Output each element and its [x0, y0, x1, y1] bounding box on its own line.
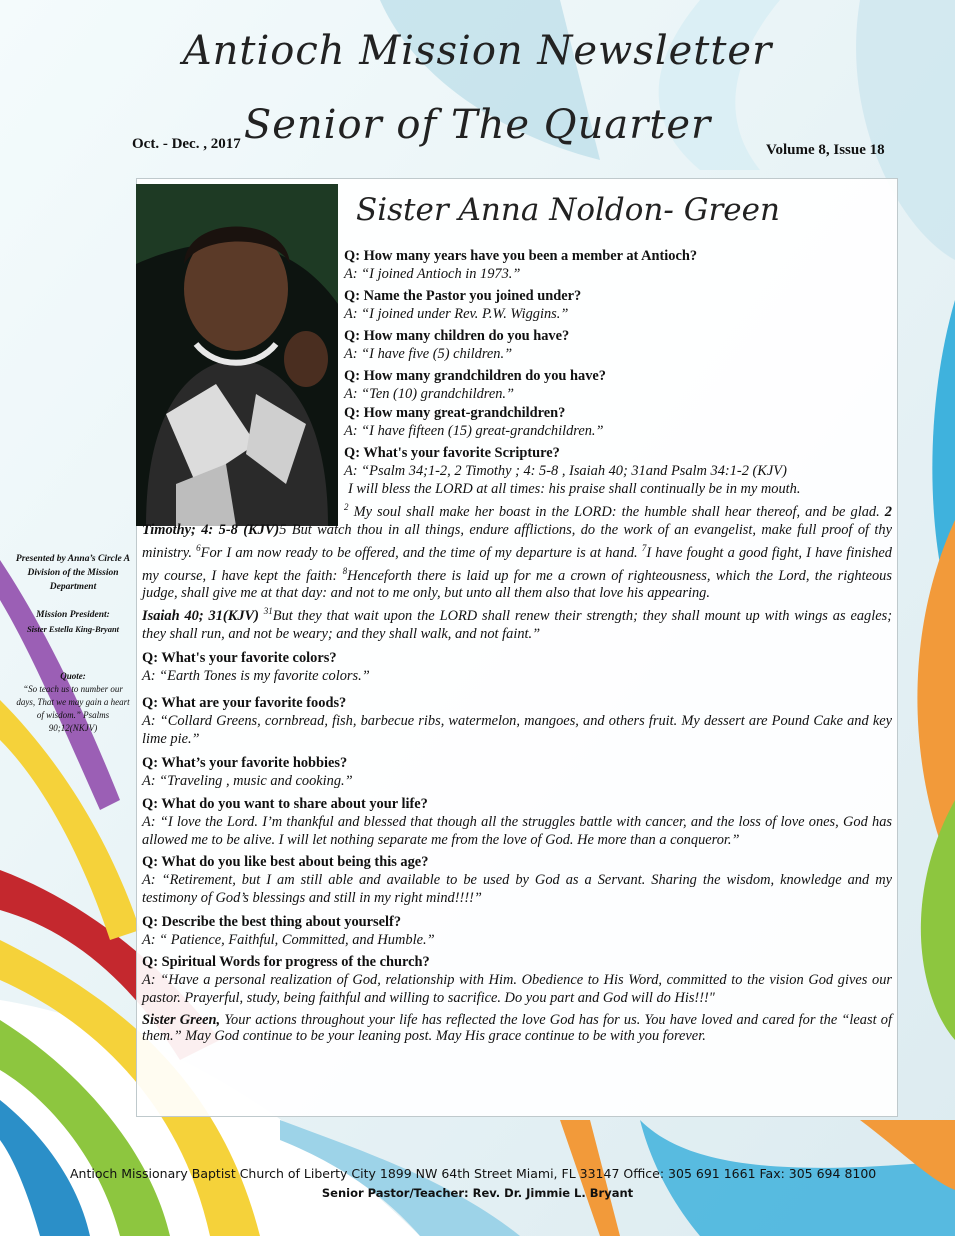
newsletter-title: Antioch Mission Newsletter [182, 28, 773, 74]
question: Q: What's your favorite Scripture? [344, 445, 560, 461]
issue-date: Oct. - Dec. , 2017 [132, 136, 241, 152]
scripture-passage [142, 480, 892, 643]
question: Q: How many children do you have? [344, 328, 570, 344]
question: Q: What do you like best about being this age? [142, 854, 429, 871]
qa-item [142, 754, 892, 790]
question: Q: Name the Pastor you joined under? [344, 288, 582, 304]
verse-number: 7 [641, 542, 647, 553]
qa-item [142, 247, 892, 283]
question: Q: How many grandchildren do you have? [344, 368, 606, 384]
answer: A: “Retirement, but I am still able and available to be used by God as a Servant. Sharing the wisdom, knowledge and my testimony of God’s blessings and still in my right mind!!!!” [142, 872, 892, 907]
qa-item [142, 853, 892, 907]
question: Q: How many years have you been a member at Antioch? [344, 248, 698, 264]
question: Q: What's your favorite colors? [142, 650, 337, 667]
timothy-verse-5: 5 But watch thou in all things, endure afflictions, do the work of an evangelist, make full proof of thy ministry. [142, 521, 893, 561]
qa-item [142, 327, 892, 363]
qa-item [142, 953, 892, 1007]
answer: A: “Have a personal realization of God, relationship with Him. Obedience to His Word, committed to the vision God gives our pastor. Prayerful, study, being faithful and willing to sacrifice. Do you part and God will do His!!!" [142, 972, 892, 1007]
quote-label: Quote: [60, 671, 86, 681]
senior-pastor: Senior Pastor/Teacher: Rev. Dr. Jimmie L. Bryant [321, 1186, 634, 1200]
qa-item [142, 649, 892, 685]
presented-by: Presented by Anna’s Circle A Division of the Mission Department [15, 554, 131, 592]
answer: A: “Earth Tones is my favorite colors.” [142, 668, 370, 685]
qa-item [142, 367, 892, 403]
question: Q: Spiritual Words for progress of the church? [142, 954, 430, 971]
verse-number: 2 [344, 502, 349, 512]
answer: A: “Ten (10) grandchildren.” [344, 386, 515, 402]
church-contact: Antioch Missionary Baptist Church of Liberty City 1899 NW 64th Street Miami, FL 33147 Office: 305 691 1661 Fax: 305 694 8100 [70, 1166, 877, 1181]
isaiah-verse: But they that wait upon the LORD shall renew their strength; they shall mount up with wings as eagles; they shall run, and not be weary; and they shall walk, and not faint.” [142, 608, 892, 643]
answer: A: “Traveling , music and cooking.” [142, 773, 353, 790]
answer: A: “Collard Greens, cornbread, fish, barbecue ribs, watermelon, mangoes, and others fruit. My dessert are Pound Cake and key lime pie.” [142, 713, 892, 748]
mission-president-name: Sister Estella King-Bryant [26, 624, 120, 634]
isaiah-reference: Isaiah 40; 31(KJV) [142, 608, 259, 625]
mission-president-label: Mission President: [36, 610, 110, 620]
qa-item [142, 694, 892, 748]
closing-text: Your actions throughout your life has reflected the love God has for us. You have loved and cared for the “least of them.” May God continue to be your leaning post. May His grace continue to be with you forever. [142, 1012, 892, 1045]
answer: A: “I joined under Rev. P.W. Wiggins.” [344, 306, 569, 322]
answer: A: “ Patience, Faithful, Committed, and Humble.” [142, 932, 435, 949]
question: Q: Describe the best thing about yourself? [142, 914, 402, 931]
verse-number: 6 [196, 542, 201, 553]
sidebar-credits [14, 552, 132, 735]
question: Q: What do you want to share about your life? [142, 796, 428, 813]
qa-item [142, 444, 892, 480]
psalm-verse-1: I will bless the LORD at all times: his praise shall continually be in my mouth. [348, 481, 801, 497]
honoree-name: Sister Anna Noldon- Green [356, 192, 780, 228]
timothy-verse-7: I have fought a good fight, I have finished my course, I have kept the faith: [142, 544, 892, 584]
answer: A: “Psalm 34;1-2, 2 Timothy ; 4: 5-8 , Isaiah 40; 31and Psalm 34:1-2 (KJV) [344, 463, 787, 479]
question: Q: What are your favorite foods? [142, 695, 347, 712]
answer: A: “I have five (5) children.” [344, 346, 513, 362]
psalm-verse-2: My soul shall make her boast in the LORD: the humble shall hear thereof, and be glad. [353, 503, 880, 520]
answer: A: “I love the Lord. I’m thankful and blessed that though all the struggles battle with cancer, and the loss of love ones, God has allowed me to be alive. I will let nothing separate me from the love of God. He more than a conqueror.” [142, 814, 892, 849]
timothy-reference: 2 Timothy; 4: 5-8 (KJV) [142, 503, 892, 538]
answer: A: “I have fifteen (15) great-grandchildren.” [344, 423, 604, 439]
qa-item [142, 913, 892, 949]
qa-item [142, 795, 892, 849]
question: Q: How many great-grandchildren? [344, 405, 566, 421]
qa-item [142, 404, 892, 440]
verse-number: 31 [263, 606, 273, 617]
interview-content [142, 247, 892, 1044]
closing-label: Sister Green, [142, 1012, 221, 1029]
newsletter-subtitle: Senior of The Quarter [243, 102, 712, 148]
question: Q: What’s your favorite hobbies? [142, 755, 348, 772]
timothy-verse-8: Henceforth there is laid up for me a crown of righteousness, which the Lord, the righteous judge, shall give me at that day: and not to me only, but unto all them also that love his appearing. [142, 567, 892, 602]
timothy-verse-6: For I am now ready to be offered, and the time of my departure is at hand. [200, 544, 638, 561]
verse-number: 8 [342, 565, 348, 576]
quote-text: “So teach us to number our days, That we may gain a heart of wisdom.” Psalms 90;12(NKJV) [16, 684, 130, 733]
answer: A: “I joined Antioch in 1973.” [344, 266, 521, 282]
closing-tribute [142, 1012, 892, 1044]
qa-item [142, 287, 892, 323]
issue-volume: Volume 8, Issue 18 [766, 142, 885, 158]
